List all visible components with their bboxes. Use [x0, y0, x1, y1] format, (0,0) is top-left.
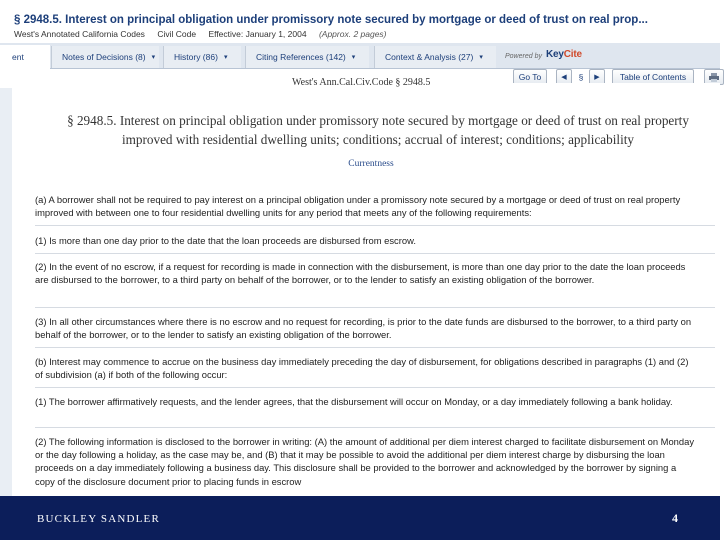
currentness-link[interactable]: Currentness	[348, 159, 394, 169]
keycite-logo	[546, 49, 582, 60]
divider	[35, 253, 715, 254]
slide-footer	[0, 496, 720, 540]
tab-document-label: ent	[12, 52, 24, 62]
paragraph-a-2: (2) In the event of no escrow, if a request for recording is made in connection with the disbursement, is more than one day prior to the date the loan proceeds are disbursed to the borrower, to a third party on behalf of the borrower, or to the lender to satisfy an existing obligation of the borrower.	[35, 261, 686, 286]
tab-context-analysis[interactable]	[374, 46, 496, 68]
tab-document[interactable]	[0, 45, 50, 69]
document-title: § 2948.5. Interest on principal obligation under promissory note secured by mortgage or deed of trust on real prop...	[14, 14, 648, 26]
slide-page-number: 4	[672, 511, 678, 525]
meta-length: (Approx. 2 pages)	[318, 29, 387, 39]
tab-context-label: Context & Analysis (27)	[385, 52, 474, 62]
divider	[35, 307, 715, 308]
tab-history[interactable]	[163, 46, 241, 68]
chevron-down-icon: ▾	[479, 54, 483, 61]
arrow-right-icon: ▶	[594, 74, 600, 81]
keycite-cite: Cite	[563, 49, 582, 60]
arrow-left-icon: ◀	[561, 74, 567, 81]
paragraph-a: (a) A borrower shall not be required to pay interest on a principal obligation under a promissory note secured by a mortgage or deed of trust on real property improved with between one to four residential dwelling units for any period that meets any of the following requirements:	[35, 194, 681, 219]
paragraph-b-2: (2) The following information is disclosed to the borrower in writing: (A) the amount of additional per diem interest charged to facilitate disbursement on Monday or the day following a holiday, as the case may be, and (B) that it may be possible to avoid the additional per diem interest charge by disbursing the loan proceeds on a day immediately following a business day. This disclosure shall be provided to the borrower and acknowledged by the borrower by signing a copy of the disclosure document prior to placing funds in escrow	[35, 436, 695, 487]
divider	[35, 387, 715, 388]
document-meta	[14, 29, 397, 39]
paragraph-a-1: (1) Is more than one day prior to the date that the loan proceeds are disbursed from escrow.	[35, 235, 416, 246]
tab-history-label: History (86)	[174, 52, 218, 62]
running-heading: West's Ann.Cal.Civ.Code § 2948.5	[292, 77, 431, 88]
printer-icon	[709, 73, 719, 82]
chevron-down-icon: ▾	[151, 54, 156, 61]
powered-by-label: Powered by	[505, 53, 542, 60]
tab-notes-of-decisions[interactable]	[51, 46, 159, 68]
tab-citing-references[interactable]	[245, 46, 369, 68]
meta-effective: Effective: January 1, 2004	[208, 29, 307, 39]
tab-bar	[0, 43, 720, 69]
section-symbol-label: §	[578, 72, 584, 82]
paragraph-b: (b) Interest may commence to accrue on the business day immediately preceding the day of disbursement, for obligations described in paragraphs (1) and (2) of subdivision (a) if both of the following occur:	[35, 356, 689, 381]
left-gutter	[0, 88, 12, 498]
tab-citing-label: Citing References (142)	[256, 52, 346, 62]
firm-logo-text: BUCKLEY SANDLER	[37, 513, 161, 525]
divider	[35, 225, 715, 226]
meta-code: Civil Code	[157, 29, 197, 39]
tab-notes-label: Notes of Decisions (8)	[62, 52, 146, 62]
go-to-button[interactable]: Go To	[513, 69, 547, 85]
divider	[35, 427, 715, 428]
section-title: § 2948.5. Interest on principal obligation under promissory note secured by mortgage or deed of trust on real property improved with residential dwelling units; conditions; accrual of interest; conditions; applicability	[67, 113, 689, 147]
document-header	[0, 0, 720, 43]
meta-source: West's Annotated California Codes	[14, 29, 145, 39]
chevron-down-icon: ▾	[351, 54, 356, 61]
paragraph-a-3: (3) In all other circumstances where there is no escrow and no request for recording, is prior to the date funds are disbursed to the borrower, to a third party on behalf of the borrower, or to the lender to satisfy an existing obligation of the borrower.	[35, 316, 692, 341]
chevron-down-icon: ▾	[223, 54, 228, 61]
table-of-contents-button[interactable]: Table of Contents	[612, 69, 694, 85]
divider	[35, 347, 715, 348]
paragraph-b-1: (1) The borrower affirmatively requests, and the lender agrees, that the disbursement will occur on Monday, or a day immediately following a bank holiday.	[35, 396, 673, 407]
keycite-key: Key	[546, 49, 564, 60]
